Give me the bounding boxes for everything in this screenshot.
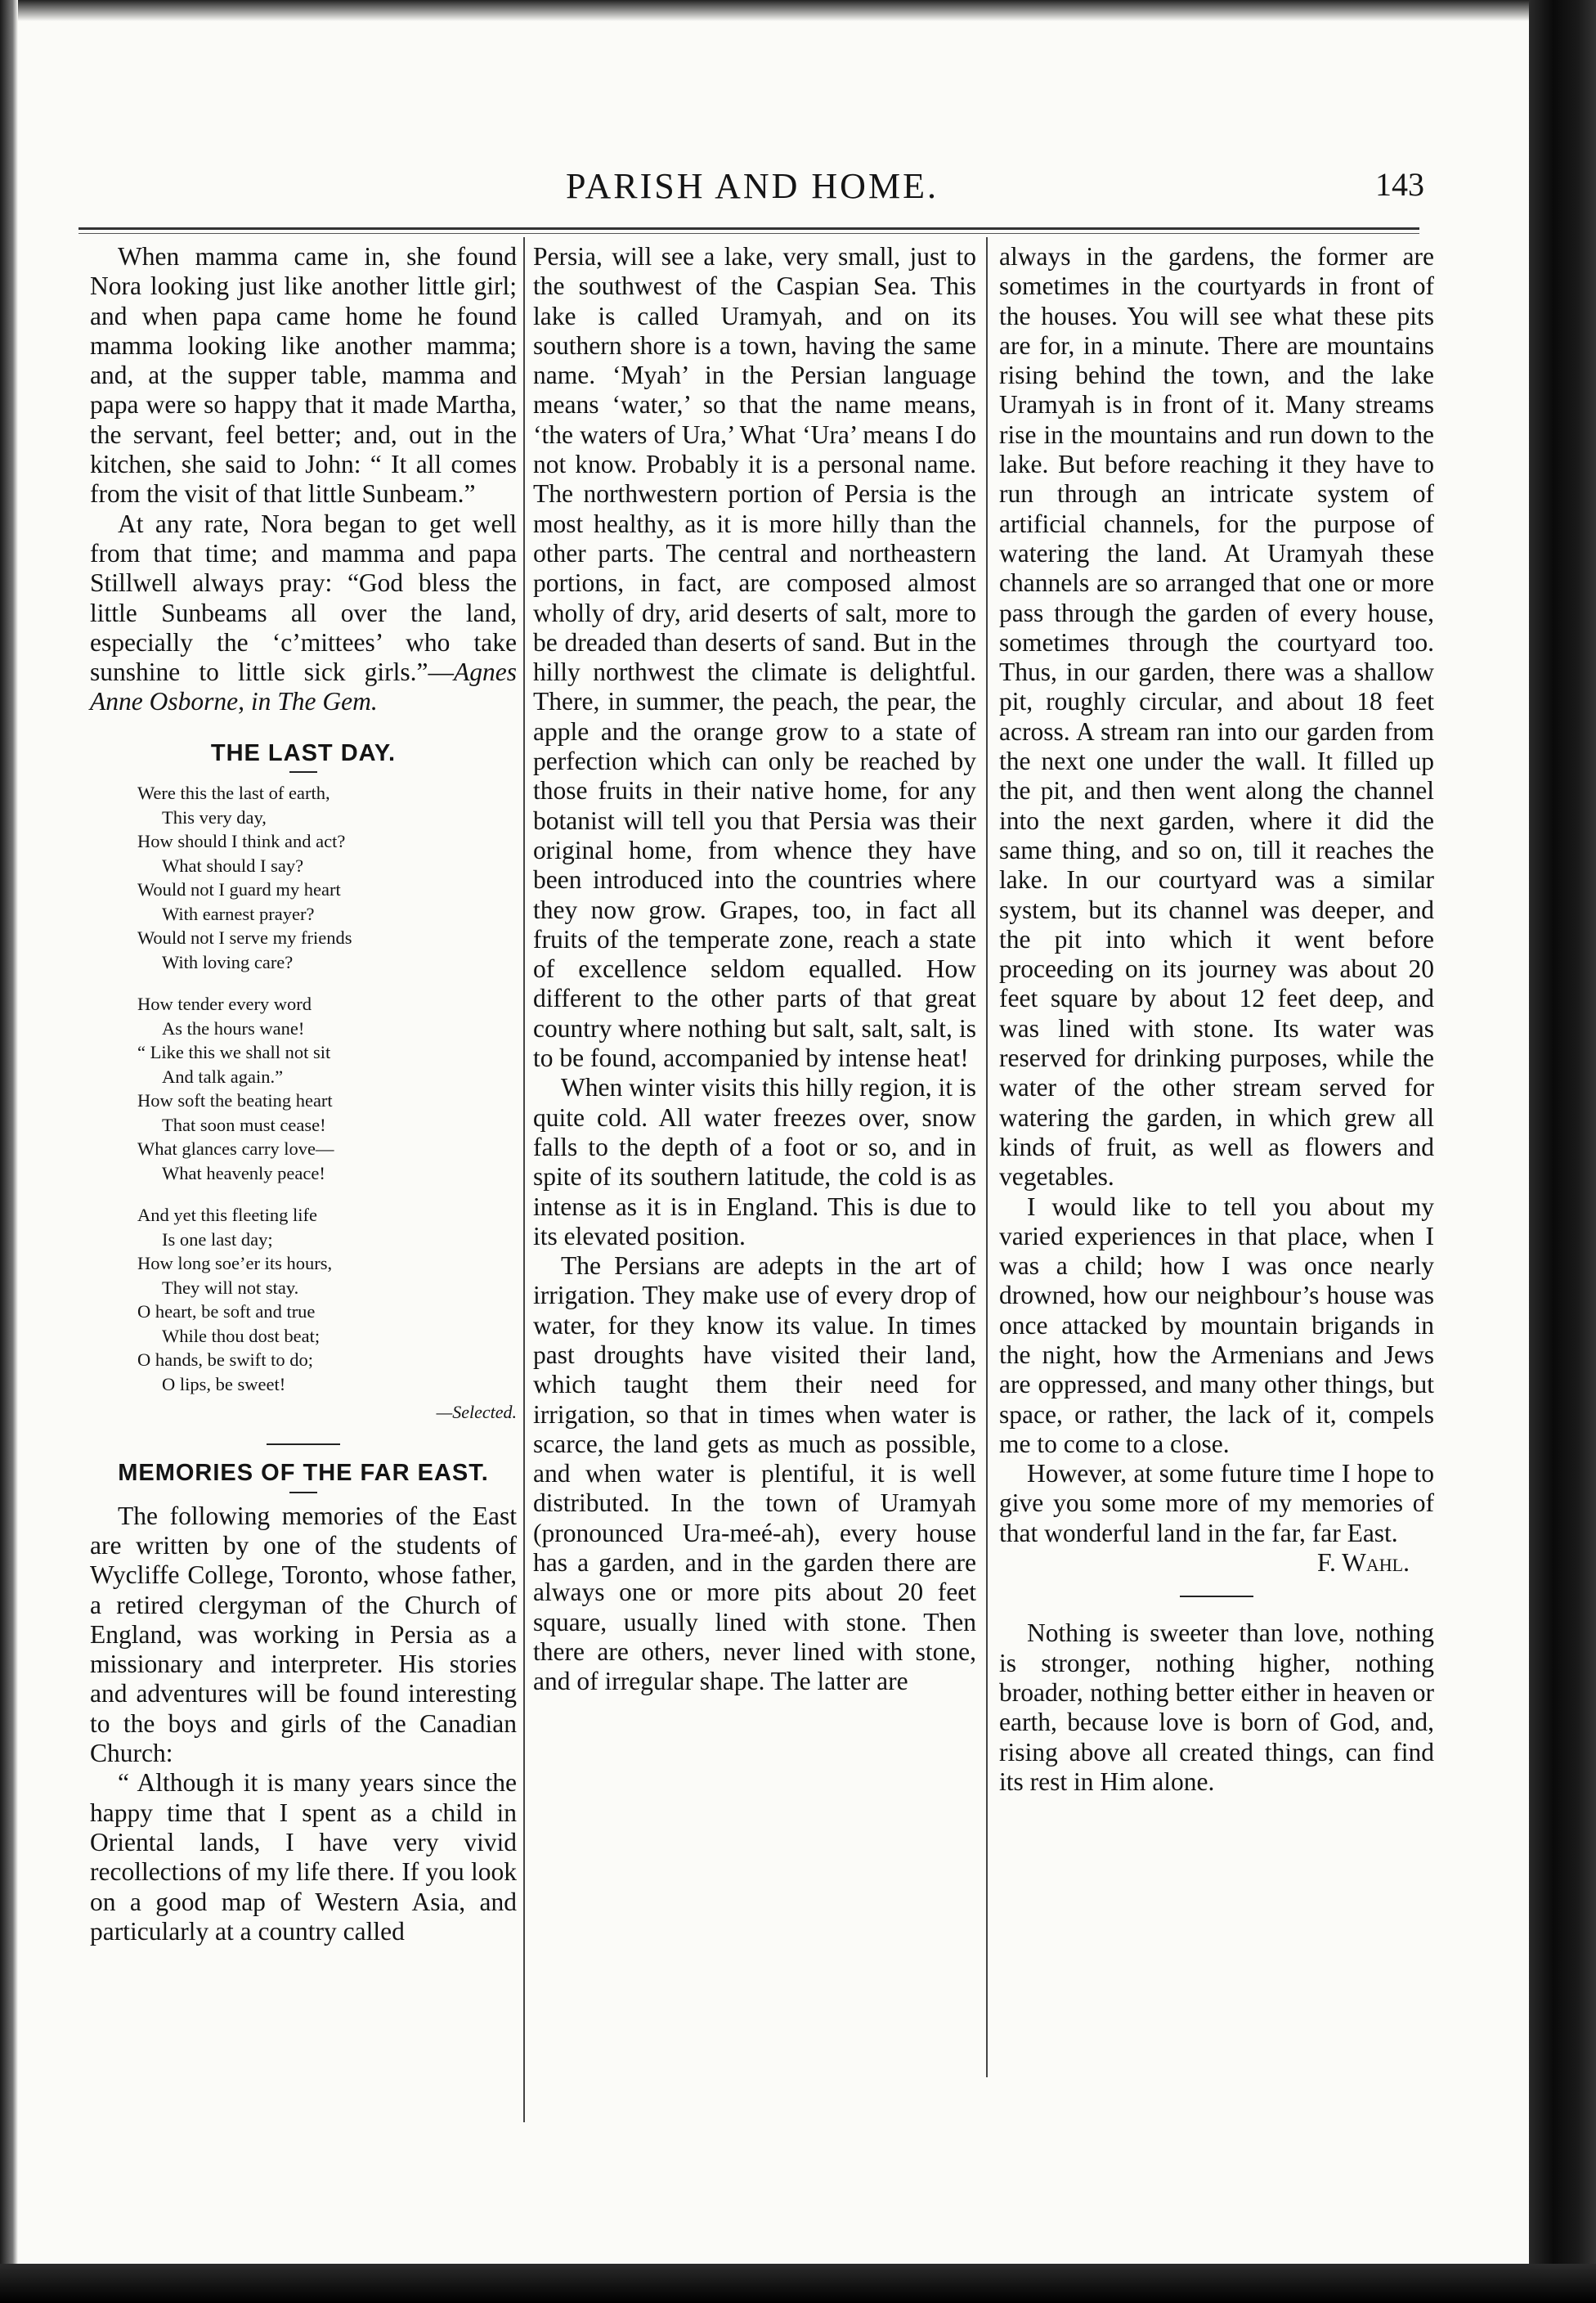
paragraph: The Persians are adepts in the art of irrigation. They make use of every drop of water, for they know its value. In times past droughts have visited their land, which taught them their need for irrigation, so that in times when water is scarce, the land gets as much as possible, and when water is plentiful, it is well distributed. In the town of Uramyah (pronounced Ura-meé-ah), every house has a garden, and in the garden there are always one or more pits about 20 feet square, usually lined with stone. Then there are others, never lined with stone, and of irregular shape. The latter are	[533, 1251, 976, 1696]
poem-line: Would not I guard my heart	[137, 879, 341, 900]
poem-line: “ Like this we shall not sit	[137, 1042, 331, 1063]
paragraph: always in the gardens, the former are sometimes in the courtyards in front of the houses. You will see what these pits are for, in a minute. There are mountains rising behind the town, and the lake Uramyah is in front of it. Many streams rise in the mountains and run down to the lake. But before reaching it they have to run through an intricate system of artificial channels, for the purpose of watering the land. At Uramyah these channels are so arranged that one or more pass through the garden of every house, sometimes through the courtyard too. Thus, in our garden, there was a shallow pit, roughly circular, and about 18 feet across. A stream ran into our garden from the next one under the wall. It filled up the pit, and then went along the channel into the next garden, where it did the same thing, and so on, till it reaches the lake. In our courtyard was a similar system, but its channel was deeper, and the pit into which it went before proceeding on its journey was about 20 feet square by about 12 feet deep, and was lined with stone. Its water was reserved for drinking purposes, while the water of the other stream served for watering the garden, in which grew all kinds of fruit, as well as flowers and vegetables.	[999, 242, 1434, 1192]
poem-line: How soft the beating heart	[137, 1090, 333, 1111]
paragraph: However, at some future time I hope to give you some more of my memories of that wonderful land in the far, far East.	[999, 1459, 1434, 1547]
scan-edge-left	[0, 0, 18, 2303]
column-3	[999, 242, 1434, 2123]
poem-line: As the hours wane!	[162, 1017, 305, 1039]
poem-attribution: —Selected.	[436, 1402, 517, 1423]
paragraph: The following memories of the East are written by one of the students of Wycliffe College, Toronto, whose father, a retired clergyman of the Church of England, was working in Persia as a missionary and interpreter. His stories and adventures will be found interesting to the boys and girls of the Canadian Church:	[90, 1501, 517, 1768]
source-citation: Agnes Anne Osborne, in The Gem.	[90, 658, 517, 716]
title-dash	[289, 771, 317, 773]
column-rule-2	[986, 237, 988, 2077]
poem-line: O lips, be sweet!	[162, 1373, 286, 1394]
poem-line: This very day,	[162, 806, 267, 828]
poem-line: What should I say?	[162, 855, 304, 876]
paragraph	[90, 510, 517, 717]
poem-stanza-2	[137, 992, 517, 1185]
poem-line: They will not stay.	[162, 1277, 299, 1298]
poem-line: What heavenly peace!	[162, 1162, 325, 1183]
poem-stanza-1	[137, 781, 517, 974]
paragraph: I would like to tell you about my varied experiences in that place, when I was a child; how I was once nearly drowned, how our neighbour’s house was once attacked by mountain brigands in the night, how the Armenians and Jews are oppressed, and many other things, but space, or rather, the lack of it, compels me to come to a close.	[999, 1192, 1434, 1458]
scan-edge-bottom	[0, 2264, 1596, 2303]
poem-line: Were this the last of earth,	[137, 783, 330, 804]
scan-edge-right	[1529, 0, 1596, 2303]
section-separator	[267, 1443, 340, 1445]
poem-line: Is one last day;	[162, 1228, 273, 1250]
scan-edge-top	[0, 0, 1596, 21]
column-2	[533, 242, 976, 2123]
poem-line: O hands, be swift to do;	[137, 1349, 313, 1371]
page-number: 143	[1375, 166, 1424, 203]
poem-line: While thou dost beat;	[162, 1325, 321, 1346]
poem-line: With earnest prayer?	[162, 903, 315, 924]
poem-line: And talk again.”	[162, 1066, 284, 1087]
poem-title: THE LAST DAY.	[210, 739, 397, 766]
poem-line: O heart, be soft and true	[137, 1301, 316, 1322]
author-signature: F. Wahl.	[1317, 1548, 1410, 1578]
poem-line: And yet this fleeting life	[137, 1205, 317, 1226]
running-head: PARISH AND HOME.	[566, 166, 939, 206]
poem-line: How should I think and act?	[137, 831, 346, 852]
section-separator	[1180, 1596, 1253, 1597]
poem-line: That soon must cease!	[162, 1114, 326, 1135]
column-rule-1	[523, 237, 525, 2122]
poem-line: How long soe’er its hours,	[137, 1253, 333, 1274]
poem-stanza-3	[137, 1203, 517, 1396]
poem-line: With loving care?	[162, 951, 294, 972]
header-rule	[78, 227, 1419, 234]
paragraph: Persia, will see a lake, very small, just to the southwest of the Caspian Sea. This lake is called Uramyah, and on its southern shore is a town, having the same name. ‘Myah’ in the Persian language means ‘water,’ so that the name means, ‘the waters of Ura,’ What ‘Ura’ means I do not know. Probably it is a personal name. The northwestern portion of Persia is the most healthy, as it is more hilly than the other parts. The central and northeastern portions, in fact, are composed almost wholly of dry, arid deserts of salt, more to be dreaded than deserts of sand. But in the hilly northwest the climate is delightful. There, in summer, the peach, the pear, the apple and the orange grow to a state of perfection which can only be reached by those fruits in their native home, for any botanist will tell you that Persia was their original home, from whence they have been introduced into the countries where they now grow. Grapes, too, in fact all fruits of the temperate zone, reach a state of excellence seldom equalled. How different to the other parts of that great country where nothing but salt, salt, salt, is to be found, accompanied by intense heat!	[533, 242, 976, 1073]
article-title: MEMORIES OF THE FAR EAST.	[118, 1460, 489, 1487]
poem-line: Would not I serve my friends	[137, 927, 352, 949]
paragraph: “ Although it is many years since the happy time that I spent as a child in Oriental lands, I have very vivid recollections of my life there. If you look on a good map of Western Asia, and particularly at a country called	[90, 1768, 517, 1946]
poem-line: What glances carry love—	[137, 1138, 334, 1160]
title-dash	[289, 1492, 317, 1493]
paragraph-text: At any rate, Nora began to get well from that time; and mamma and papa Stillwell always pray: “God bless the little Sunbeams all over the land, especially the ‘c’mittees’ who take sunshine to little sick girls.”—	[90, 509, 517, 687]
paragraph: When winter visits this hilly region, it is quite cold. All water freezes over, snow falls to the depth of a foot or so, and in spite of its southern latitude, the cold is as intense as it is in England. This is due to its elevated position.	[533, 1073, 976, 1250]
poem-line: How tender every word	[137, 994, 312, 1015]
paragraph: When mamma came in, she found Nora looking just like another little girl; and when papa came home he found mamma looking like another mamma; and, at the supper table, mamma and papa were so happy that it made Martha, the servant, feel better; and, out in the kitchen, she said to John: “ It all comes from the visit of that little Sunbeam.”	[90, 242, 517, 509]
paragraph: Nothing is sweeter than love, nothing is stronger, nothing higher, nothing broader, nothing better either in heaven or earth, because love is born of God, and, rising above all created things, can find its rest in Him alone.	[999, 1618, 1434, 1796]
column-1	[90, 242, 517, 2123]
